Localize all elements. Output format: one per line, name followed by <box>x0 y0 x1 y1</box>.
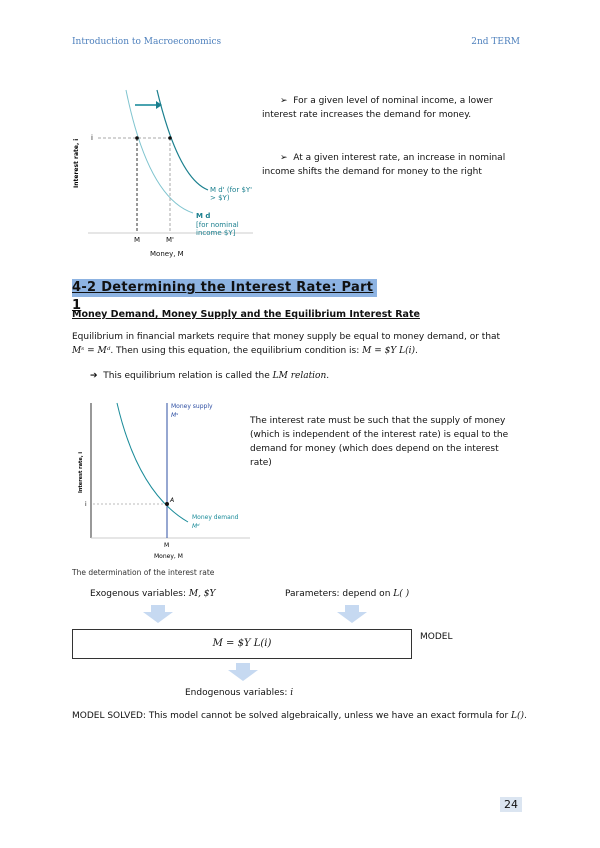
money-demand-label: Money demand <box>192 514 239 521</box>
model-equation-box <box>72 629 412 659</box>
para-text: . Then using this equation, the equilibrium condition is: <box>110 346 363 356</box>
param-vars: L( ) <box>393 589 410 599</box>
tick-m-prime: M' <box>166 236 174 244</box>
down-arrow-icon <box>337 605 367 623</box>
lm-end: . <box>326 371 330 381</box>
subsection-heading: Money Demand, Money Supply and the Equilibrium Interest Rate <box>72 309 420 320</box>
point-a-label: A <box>170 497 175 504</box>
para-line1: Equilibrium in financial markets require that money supply be equal to money demand, or that <box>72 332 501 342</box>
solved-label: MODEL SOLVED: <box>72 711 146 721</box>
tick-i: i <box>85 501 87 508</box>
endog-label: Endogenous variables: <box>185 688 291 698</box>
down-arrow-icon <box>143 605 173 623</box>
bullet-lower-rate: ➢ For a given level of nominal income, a lower interest rate increases the demand for money. <box>262 96 493 120</box>
x-axis-label: Money, M <box>150 250 184 258</box>
model-equation: M = $Y L(i) <box>212 638 272 649</box>
bullet-income-shift: ➢ At a given interest rate, an increase in nominal income shifts the demand for money to the right <box>262 153 506 177</box>
solved-math: L() <box>511 711 525 721</box>
money-supply-label: Money supply <box>171 403 213 410</box>
model-label: MODEL <box>420 632 453 642</box>
money-supply-symbol: Mˢ <box>171 412 179 419</box>
endog-vars: i <box>290 688 294 698</box>
lm-text: This equilibrium relation is called the <box>103 371 273 381</box>
equilibrium-point <box>165 502 169 506</box>
equilibrium-paragraph <box>72 330 532 358</box>
equilibrium-equation: M = $Y L(i) <box>362 346 416 356</box>
interest-rate-explanation: The interest rate must be such that the supply of money (which is independent of the interest rate) is equal to the demand for money (which does depend on the interest rate) <box>250 416 509 468</box>
figure-caption: The determination of the interest rate <box>72 568 215 577</box>
param-label: Parameters: depend on <box>285 589 394 599</box>
curve2-label: M d' (for $Y' > $Y) <box>210 186 253 202</box>
lm-bullet: ➔ This equilibrium relation is called the LM relation. <box>90 371 330 381</box>
money-demand-shift-figure <box>68 78 258 238</box>
x-axis-label: Money, M <box>154 553 183 560</box>
interest-rate-determination-figure <box>68 398 258 563</box>
money-demand-symbol: Mᵈ <box>192 523 200 530</box>
y-axis-label: Interest rate, i <box>73 138 80 188</box>
eq-ms-md: Mˢ = Mᵈ <box>72 346 111 356</box>
para-end: . <box>415 346 418 356</box>
money-demand-curve <box>117 403 188 522</box>
bullet-text: At a given interest rate, an increase in nominal income shifts the demand for money to the right <box>262 153 506 177</box>
endogenous-variables <box>185 686 293 700</box>
tick-m: M <box>164 542 170 549</box>
curve1-note: [for nominal income $Y] <box>196 221 239 237</box>
shifted-money-demand-curve <box>157 90 208 190</box>
model-solved-paragraph <box>72 709 532 723</box>
exog-label: Exogenous variables: <box>90 589 189 599</box>
header-term: 2nd TERM <box>471 37 520 47</box>
bullet-text: For a given level of nominal income, a lower interest rate increases the demand for money. <box>262 96 493 120</box>
header-course-title: Introduction to Macroeconomics <box>72 37 222 47</box>
solved-text: This model cannot be solved algebraically, unless we have an exact formula for <box>145 711 512 721</box>
parameters <box>285 587 409 601</box>
curve1-label: M d <box>196 212 211 220</box>
lm-relation: LM relation <box>272 371 327 381</box>
page-number: 24 <box>500 797 522 812</box>
money-demand-curve <box>126 90 193 213</box>
down-arrow-icon <box>228 663 258 681</box>
exogenous-variables <box>90 587 215 601</box>
solved-end: . <box>524 711 527 721</box>
section-heading: 4-2 Determining the Interest Rate: Part 1 <box>72 279 377 297</box>
y-axis-label: Interest rate, i <box>78 451 84 493</box>
tick-m: M <box>134 236 141 244</box>
tick-i: i <box>91 134 93 142</box>
exog-vars: M, $Y <box>188 589 216 599</box>
